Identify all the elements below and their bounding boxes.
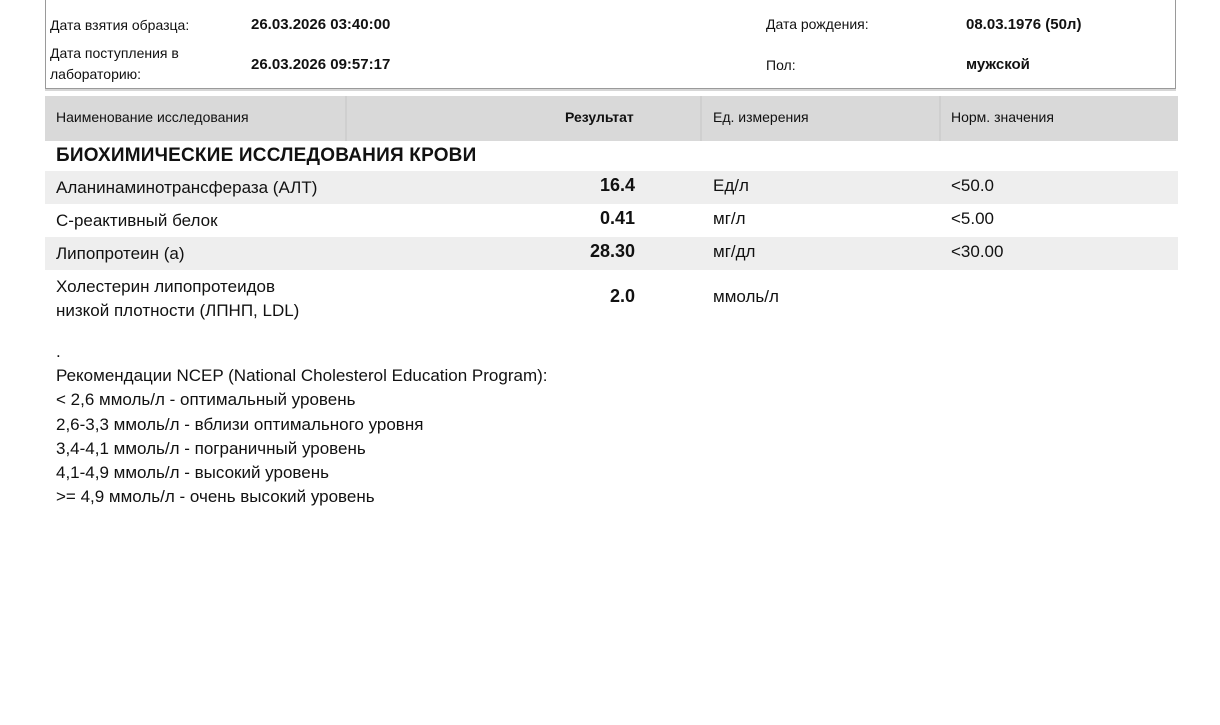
notes-line: Рекомендации NCEP (National Cholesterol Education Program): bbox=[56, 366, 548, 386]
notes-line: 3,4-4,1 ммоль/л - пограничный уровень bbox=[56, 438, 366, 458]
sex-value: мужской bbox=[966, 56, 1030, 73]
header-separator bbox=[345, 96, 347, 141]
sex-label: Пол: bbox=[766, 57, 796, 73]
row-test-name: С-реактивный белок bbox=[56, 211, 218, 230]
row-result: 2.0 bbox=[609, 286, 635, 306]
birth-date-value: 08.03.1976 (50л) bbox=[966, 16, 1082, 33]
header-unit: Ед. измерения bbox=[713, 109, 809, 125]
header-separator bbox=[939, 96, 941, 141]
reference-notes bbox=[56, 340, 548, 509]
row-unit: мг/л bbox=[713, 209, 746, 228]
lab-date-value: 26.03.2026 09:57:17 bbox=[251, 56, 391, 73]
row-norm: <50.0 bbox=[951, 176, 995, 195]
table-row bbox=[45, 171, 1178, 204]
notes-line: >= 4,9 ммоль/л - очень высокий уровень bbox=[56, 487, 375, 507]
header-name: Наименование исследования bbox=[56, 109, 249, 125]
lab-date-label-line1: Дата поступления в bbox=[50, 45, 179, 61]
row-result: 0.41 bbox=[599, 208, 635, 228]
patient-info-box bbox=[45, 0, 1176, 89]
row-norm: <30.00 bbox=[951, 242, 1004, 261]
header-norm: Норм. значения bbox=[951, 109, 1054, 125]
header-separator bbox=[700, 96, 702, 141]
row-unit: мг/дл bbox=[713, 242, 756, 261]
section-row bbox=[45, 141, 1178, 171]
row-result: 16.4 bbox=[599, 175, 635, 195]
notes-dot: . bbox=[56, 342, 61, 361]
row-test-name-line2: низкой плотности (ЛПНП, LDL) bbox=[56, 301, 300, 320]
row-result: 28.30 bbox=[589, 241, 635, 261]
sample-date-label: Дата взятия образца: bbox=[50, 17, 190, 33]
row-test-name: Липопротеин (а) bbox=[56, 244, 185, 263]
row-test-name-line1: Холестерин липопротеидов bbox=[56, 277, 275, 296]
table-row bbox=[45, 270, 1178, 328]
notes-line: < 2,6 ммоль/л - оптимальный уровень bbox=[56, 390, 356, 410]
table-row bbox=[45, 237, 1178, 270]
header-result: Результат bbox=[565, 109, 634, 125]
row-unit: ммоль/л bbox=[713, 287, 779, 306]
table-header-row bbox=[45, 96, 1178, 141]
notes-line: 4,1-4,9 ммоль/л - высокий уровень bbox=[56, 463, 329, 483]
row-test-name: Аланинаминотрансфераза (АЛТ) bbox=[56, 178, 318, 197]
section-title: БИОХИМИЧЕСКИЕ ИССЛЕДОВАНИЯ КРОВИ bbox=[56, 145, 477, 166]
lab-date-label bbox=[50, 43, 179, 85]
notes-line: 2,6-3,3 ммоль/л - вблизи оптимального уровня bbox=[56, 414, 424, 434]
sample-date-value: 26.03.2026 03:40:00 bbox=[251, 16, 391, 33]
table-row bbox=[45, 204, 1178, 237]
row-test-name bbox=[56, 275, 299, 323]
row-norm: <5.00 bbox=[951, 209, 995, 228]
lab-date-label-line2: лабораторию: bbox=[50, 66, 142, 82]
info-box-divider bbox=[45, 89, 1176, 91]
results-table bbox=[45, 96, 1178, 328]
row-unit: Ед/л bbox=[713, 176, 749, 195]
birth-date-label: Дата рождения: bbox=[766, 16, 869, 32]
